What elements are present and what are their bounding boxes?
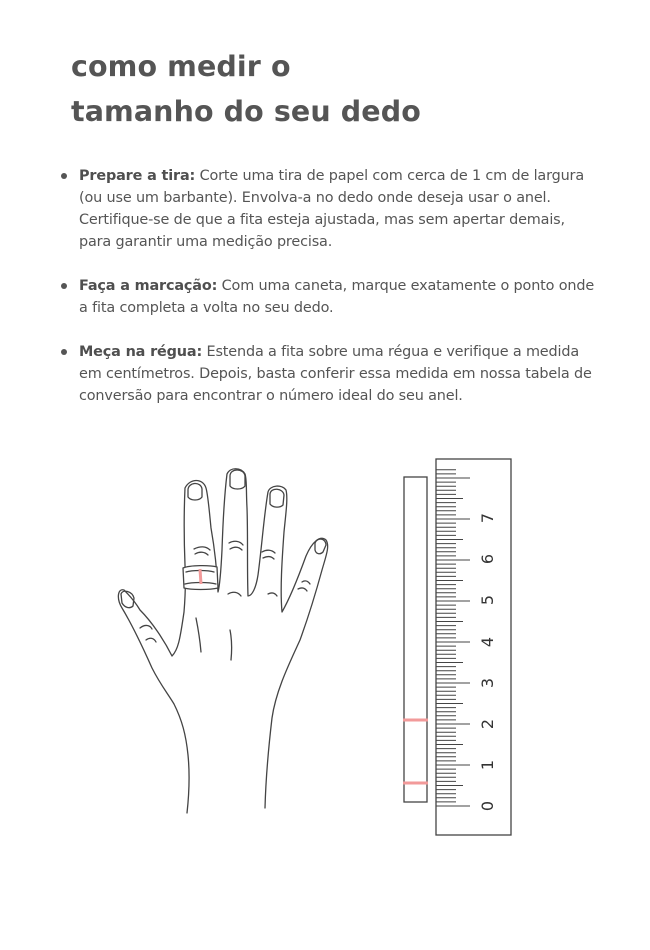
ruler-label-2: 2 (478, 718, 497, 730)
title-line-1: como medir o (71, 50, 291, 83)
step-label: Faça a marcação: (79, 278, 218, 294)
ruler-label-4: 4 (478, 636, 497, 648)
ruler-label-7: 7 (478, 512, 497, 524)
paper-strip (404, 477, 427, 802)
ruler-icon (436, 459, 511, 835)
step-text: Estenda a fita sobre uma régua e verifique a medida em centímetros. Depois, basta conferir essa medida em nossa tabela de conversão para encontrar o número ideal do seu anel. (79, 344, 592, 404)
hand-with-paper-strip-icon (118, 469, 327, 813)
ruler-label-5: 5 (478, 594, 497, 606)
step-text: Corte uma tira de papel com cerca de 1 cm de largura (ou use um barbante). Envolva-a no dedo onde deseja usar o anel. Certifique-se de que a fita esteja ajustada, mas sem apertar demais, para garantir uma medição precisa. (79, 168, 584, 250)
step-label: Prepare a tira: (79, 168, 196, 184)
ruler-label-6: 6 (478, 553, 497, 565)
ring-finger-mark (200, 569, 201, 584)
ruler-label-3: 3 (478, 677, 497, 689)
title-line-2: tamanho do seu dedo (71, 95, 421, 128)
ruler-label-0: 0 (478, 800, 497, 812)
step-label: Meça na régua: (79, 344, 203, 360)
ruler-label-1: 1 (478, 759, 497, 771)
step-text: Com uma caneta, marque exatamente o ponto onde a fita completa a volta no seu dedo. (79, 278, 595, 316)
